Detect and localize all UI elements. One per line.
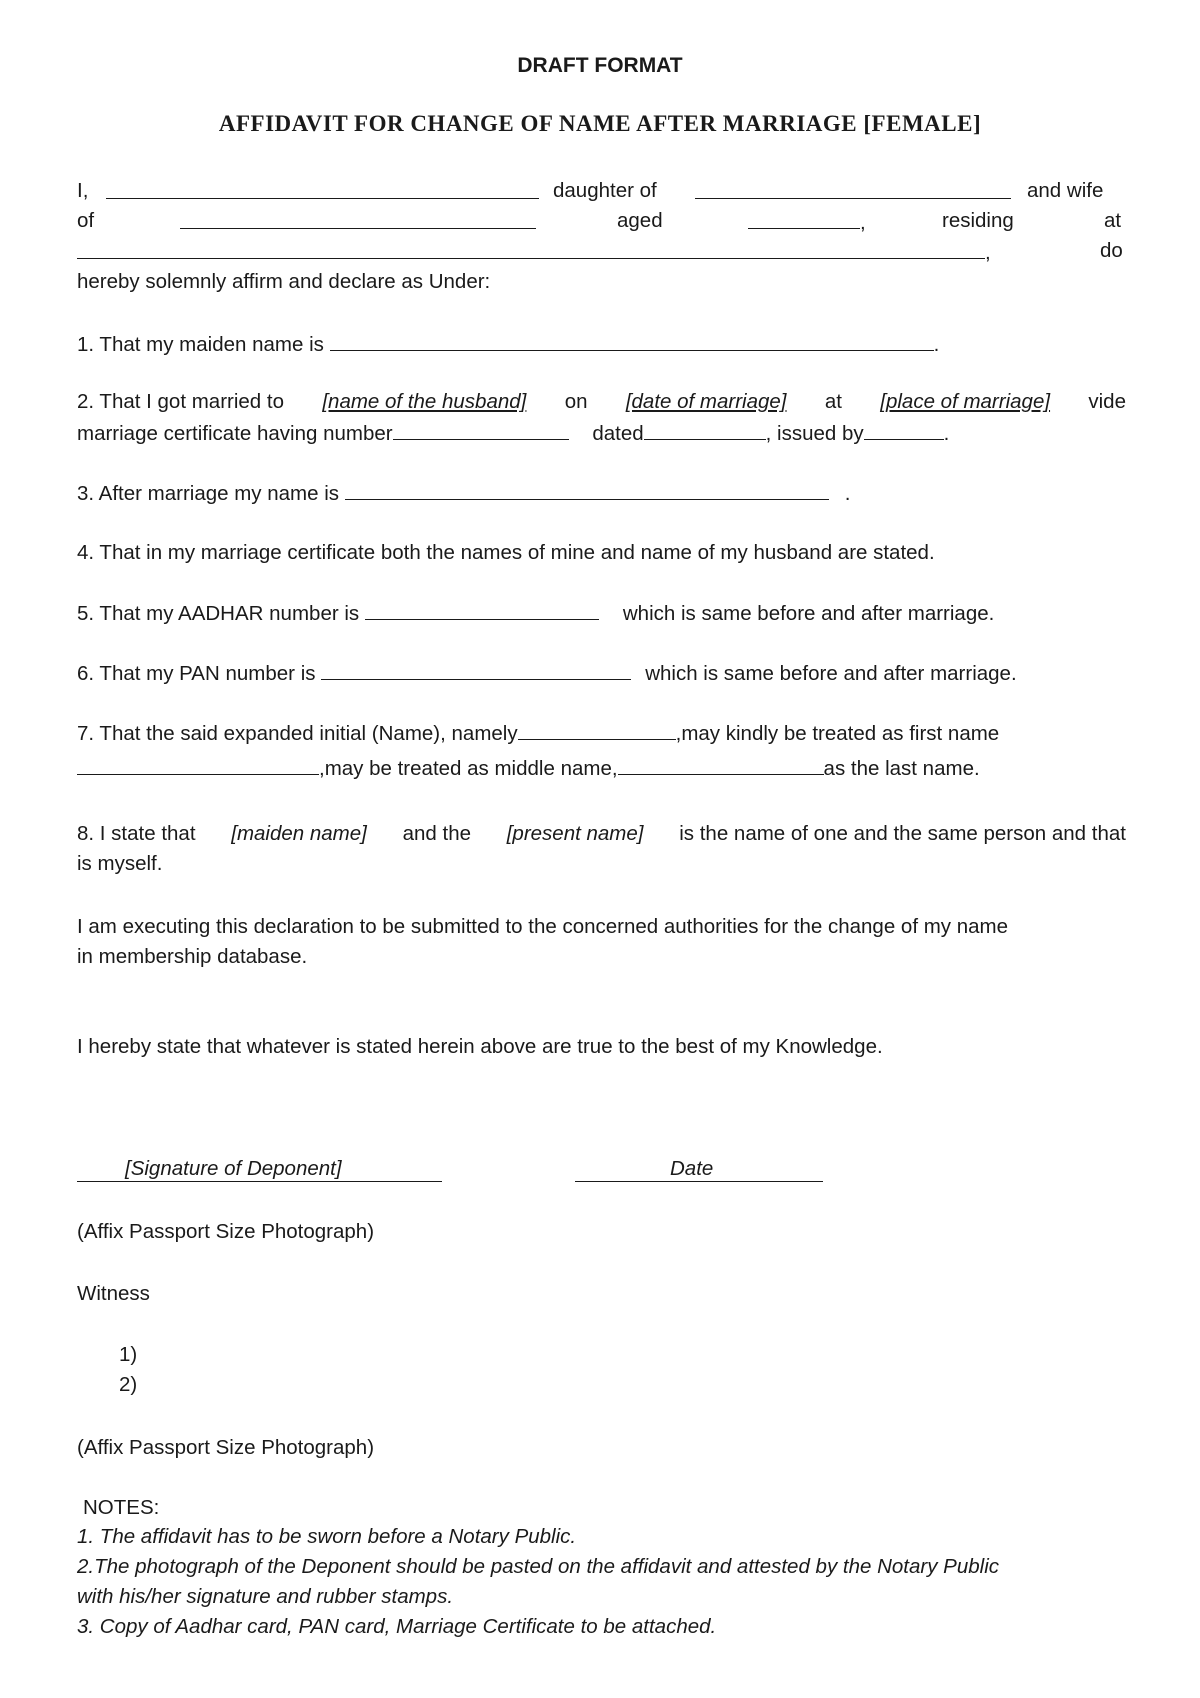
- item-2-line-1: 2. That I got married to [name of the husband] on [date of marriage] at [place of marriage] vide: [77, 390, 1126, 413]
- note-3: 3. Copy of Aadhar card, PAN card, Marriage Certificate to be attached.: [77, 1615, 717, 1638]
- blank-father-name: [695, 180, 1011, 205]
- item-7-line-1: 7. That the said expanded initial (Name), namely ,may kindly be treated as first name: [77, 722, 1000, 745]
- executing-line-2: in membership database.: [77, 945, 308, 968]
- intro-of: of: [77, 209, 95, 232]
- intro-at: at: [1104, 209, 1122, 232]
- draft-format-heading: DRAFT FORMAT: [517, 54, 683, 77]
- truth-statement: I hereby state that whatever is stated herein above are true to the best of my Knowledge.: [77, 1035, 883, 1058]
- item-8-line-2: is myself.: [77, 852, 163, 875]
- intro-aged: aged: [617, 209, 663, 232]
- note-2-line-1: 2.The photograph of the Deponent should be pasted on the affidavit and attested by the Notary Public: [77, 1555, 999, 1578]
- witness-2: 2): [119, 1373, 138, 1396]
- intro-declare: hereby solemnly affirm and declare as Under:: [77, 270, 491, 293]
- item-7-line-2: ,may be treated as middle name, as the last name.: [77, 756, 980, 781]
- witness-1: 1): [119, 1343, 138, 1366]
- date-line: [575, 1157, 823, 1182]
- intro-residing: residing: [942, 209, 1014, 232]
- intro-do: do: [1100, 239, 1123, 262]
- note-1: 1. The affidavit has to be sworn before a Notary Public.: [77, 1525, 577, 1548]
- photo-placeholder-2: (Affix Passport Size Photograph): [77, 1436, 375, 1459]
- maiden-name-placeholder: [maiden name]: [231, 822, 367, 845]
- intro-and-wife: and wife: [1027, 179, 1104, 202]
- item-5: 5. That my AADHAR number is which is same before and after marriage.: [77, 602, 995, 625]
- husband-name-placeholder: [name of the husband]: [322, 390, 527, 413]
- blank-age: [748, 210, 866, 235]
- item-1: 1. That my maiden name is .: [77, 333, 940, 356]
- intro-daughter-of: daughter of: [553, 179, 657, 202]
- marriage-place-placeholder: [place of marriage]: [880, 390, 1051, 413]
- document-title: AFFIDAVIT FOR CHANGE OF NAME AFTER MARRIAGE [FEMALE]: [218, 111, 982, 136]
- witness-label: Witness: [77, 1282, 150, 1305]
- blank-address: ,: [77, 240, 991, 265]
- notes-heading: NOTES:: [83, 1496, 160, 1519]
- intro-comma: ,: [860, 211, 866, 234]
- signature-line: [77, 1157, 442, 1182]
- present-name-placeholder: [present name]: [506, 822, 644, 845]
- item-3: 3. After marriage my name is .: [77, 482, 851, 505]
- signature-label: [Signature of Deponent]: [125, 1157, 342, 1180]
- intro-i: I,: [77, 179, 89, 202]
- item-8-line-1: 8. I state that [maiden name] and the [present name] is the name of one and the same person and that: [77, 822, 1126, 845]
- item-6: 6. That my PAN number is which is same before and after marriage.: [77, 662, 1017, 685]
- marriage-date-placeholder: [date of marriage]: [625, 390, 787, 413]
- blank-name: [106, 180, 539, 205]
- item-4: 4. That in my marriage certificate both the names of mine and name of my husband are stated.: [77, 541, 935, 564]
- executing-line-1: I am executing this declaration to be submitted to the concerned authorities for the change of my name: [77, 915, 1009, 938]
- note-2-line-2: with his/her signature and rubber stamps.: [77, 1585, 454, 1608]
- photo-placeholder-1: (Affix Passport Size Photograph): [77, 1220, 375, 1243]
- date-label: Date: [670, 1157, 714, 1180]
- item-2-line-2: marriage certificate having number dated , issued by .: [77, 422, 950, 445]
- blank-husband-name: [180, 210, 536, 235]
